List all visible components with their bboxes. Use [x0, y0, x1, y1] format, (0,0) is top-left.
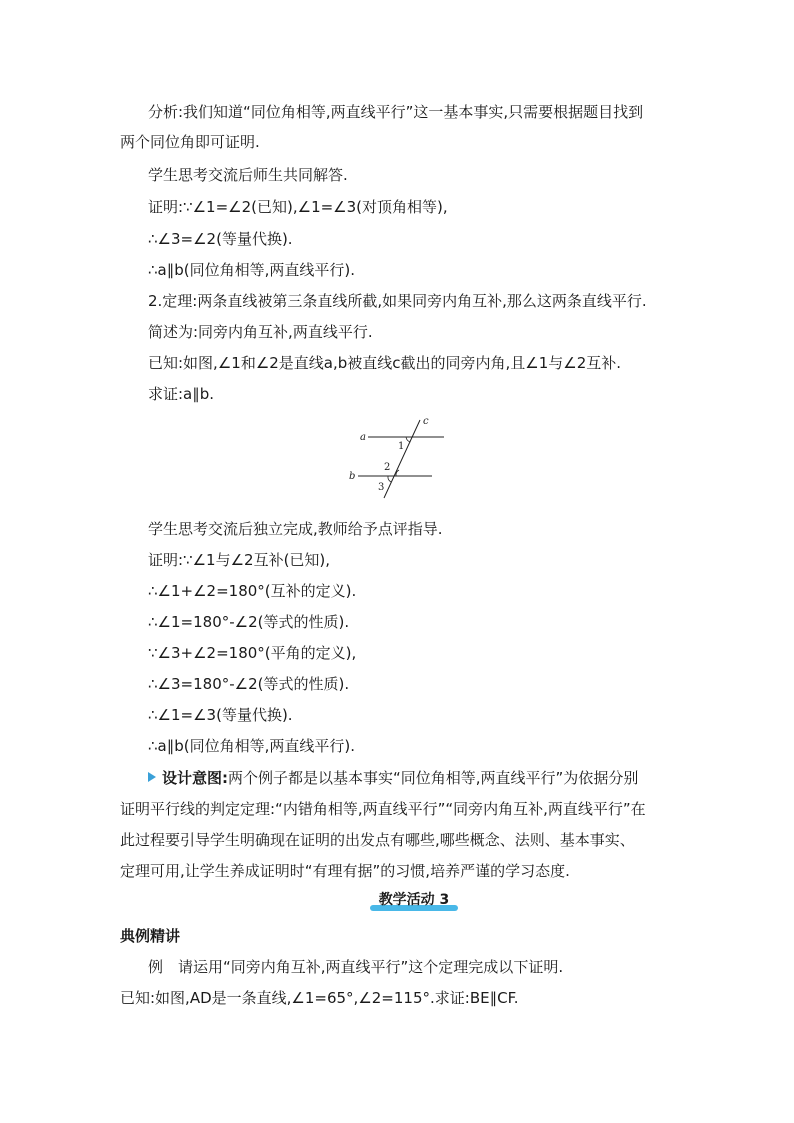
label-b: b — [349, 471, 356, 482]
given-statement: 已知:如图,∠1和∠2是直线a,b被直线c截出的同旁内角,且∠1与∠2互补. — [148, 354, 622, 372]
design-intent-line-2: 证明平行线的判定定理:“内错角相等,两直线平行”“同旁内角互补,两直线平行”在 — [120, 800, 646, 818]
discussion-note-2: 学生思考交流后独立完成,教师给予点评指导. — [148, 520, 443, 538]
angle-3-arc — [388, 476, 391, 482]
discussion-note: 学生思考交流后师生共同解答. — [148, 166, 348, 184]
proof2-step-2: ∴∠1+∠2=180°(互补的定义). — [148, 582, 357, 600]
proof2-step-1: 证明:∵∠1与∠2互补(已知), — [148, 551, 331, 569]
proof1-step-3: ∴a∥b(同位角相等,两直线平行). — [148, 261, 355, 279]
design-intent-line-1 — [148, 767, 638, 789]
proof1-step-2: ∴∠3=∠2(等量代换). — [148, 230, 293, 248]
activity-banner — [370, 890, 458, 912]
design-intent-text-1: 两个例子都是以基本事实“同位角相等,两直线平行”为依据分别 — [228, 769, 639, 787]
proof2-step-7: ∴a∥b(同位角相等,两直线平行). — [148, 737, 355, 755]
analysis-line-2: 两个同位角即可证明. — [120, 133, 260, 151]
proof2-step-6: ∴∠1=∠3(等量代换). — [148, 706, 293, 724]
label-3: 3 — [378, 482, 385, 493]
proof2-step-3: ∴∠1=180°-∠2(等式的性质). — [148, 613, 350, 631]
label-a: a — [360, 432, 366, 443]
prove-statement: 求证:a∥b. — [148, 385, 215, 403]
design-intent-line-3: 此过程要引导学生明确现在证明的出发点有哪些,哪些概念、法则、基本事实、 — [120, 831, 635, 849]
theorem-statement: 2.定理:两条直线被第三条直线所截,如果同旁内角互补,那么这两条直线平行. — [148, 292, 647, 310]
diagram-svg — [340, 412, 450, 500]
label-2: 2 — [384, 462, 391, 473]
proof2-step-4: ∵∠3+∠2=180°(平角的定义), — [148, 644, 357, 662]
proof1-step-1: 证明:∵∠1=∠2(已知),∠1=∠3(对顶角相等), — [148, 198, 448, 216]
proof2-step-5: ∴∠3=180°-∠2(等式的性质). — [148, 675, 350, 693]
example-statement: 例 请运用“同旁内角互补,两直线平行”这个定理完成以下证明. — [148, 958, 564, 976]
design-intent-label: 设计意图: — [162, 769, 228, 787]
theorem-summary: 简述为:同旁内角互补,两直线平行. — [148, 323, 373, 341]
parallel-lines-diagram — [340, 412, 450, 500]
example-given: 已知:如图,AD是一条直线,∠1=65°,∠2=115°.求证:BE∥CF. — [120, 989, 519, 1007]
analysis-line-1: 分析:我们知道“同位角相等,两直线平行”这一基本事实,只需要根据题目找到 — [148, 103, 644, 121]
label-1: 1 — [398, 441, 405, 452]
line-c — [384, 420, 420, 498]
triangle-marker-icon — [148, 772, 156, 782]
activity-title: 教学活动 3 — [378, 892, 450, 908]
label-c: c — [423, 416, 429, 427]
design-intent-line-4: 定理可用,让学生养成证明时“有理有据”的习惯,培养严谨的学习态度. — [120, 862, 570, 880]
section-title: 典例精讲 — [120, 927, 181, 945]
